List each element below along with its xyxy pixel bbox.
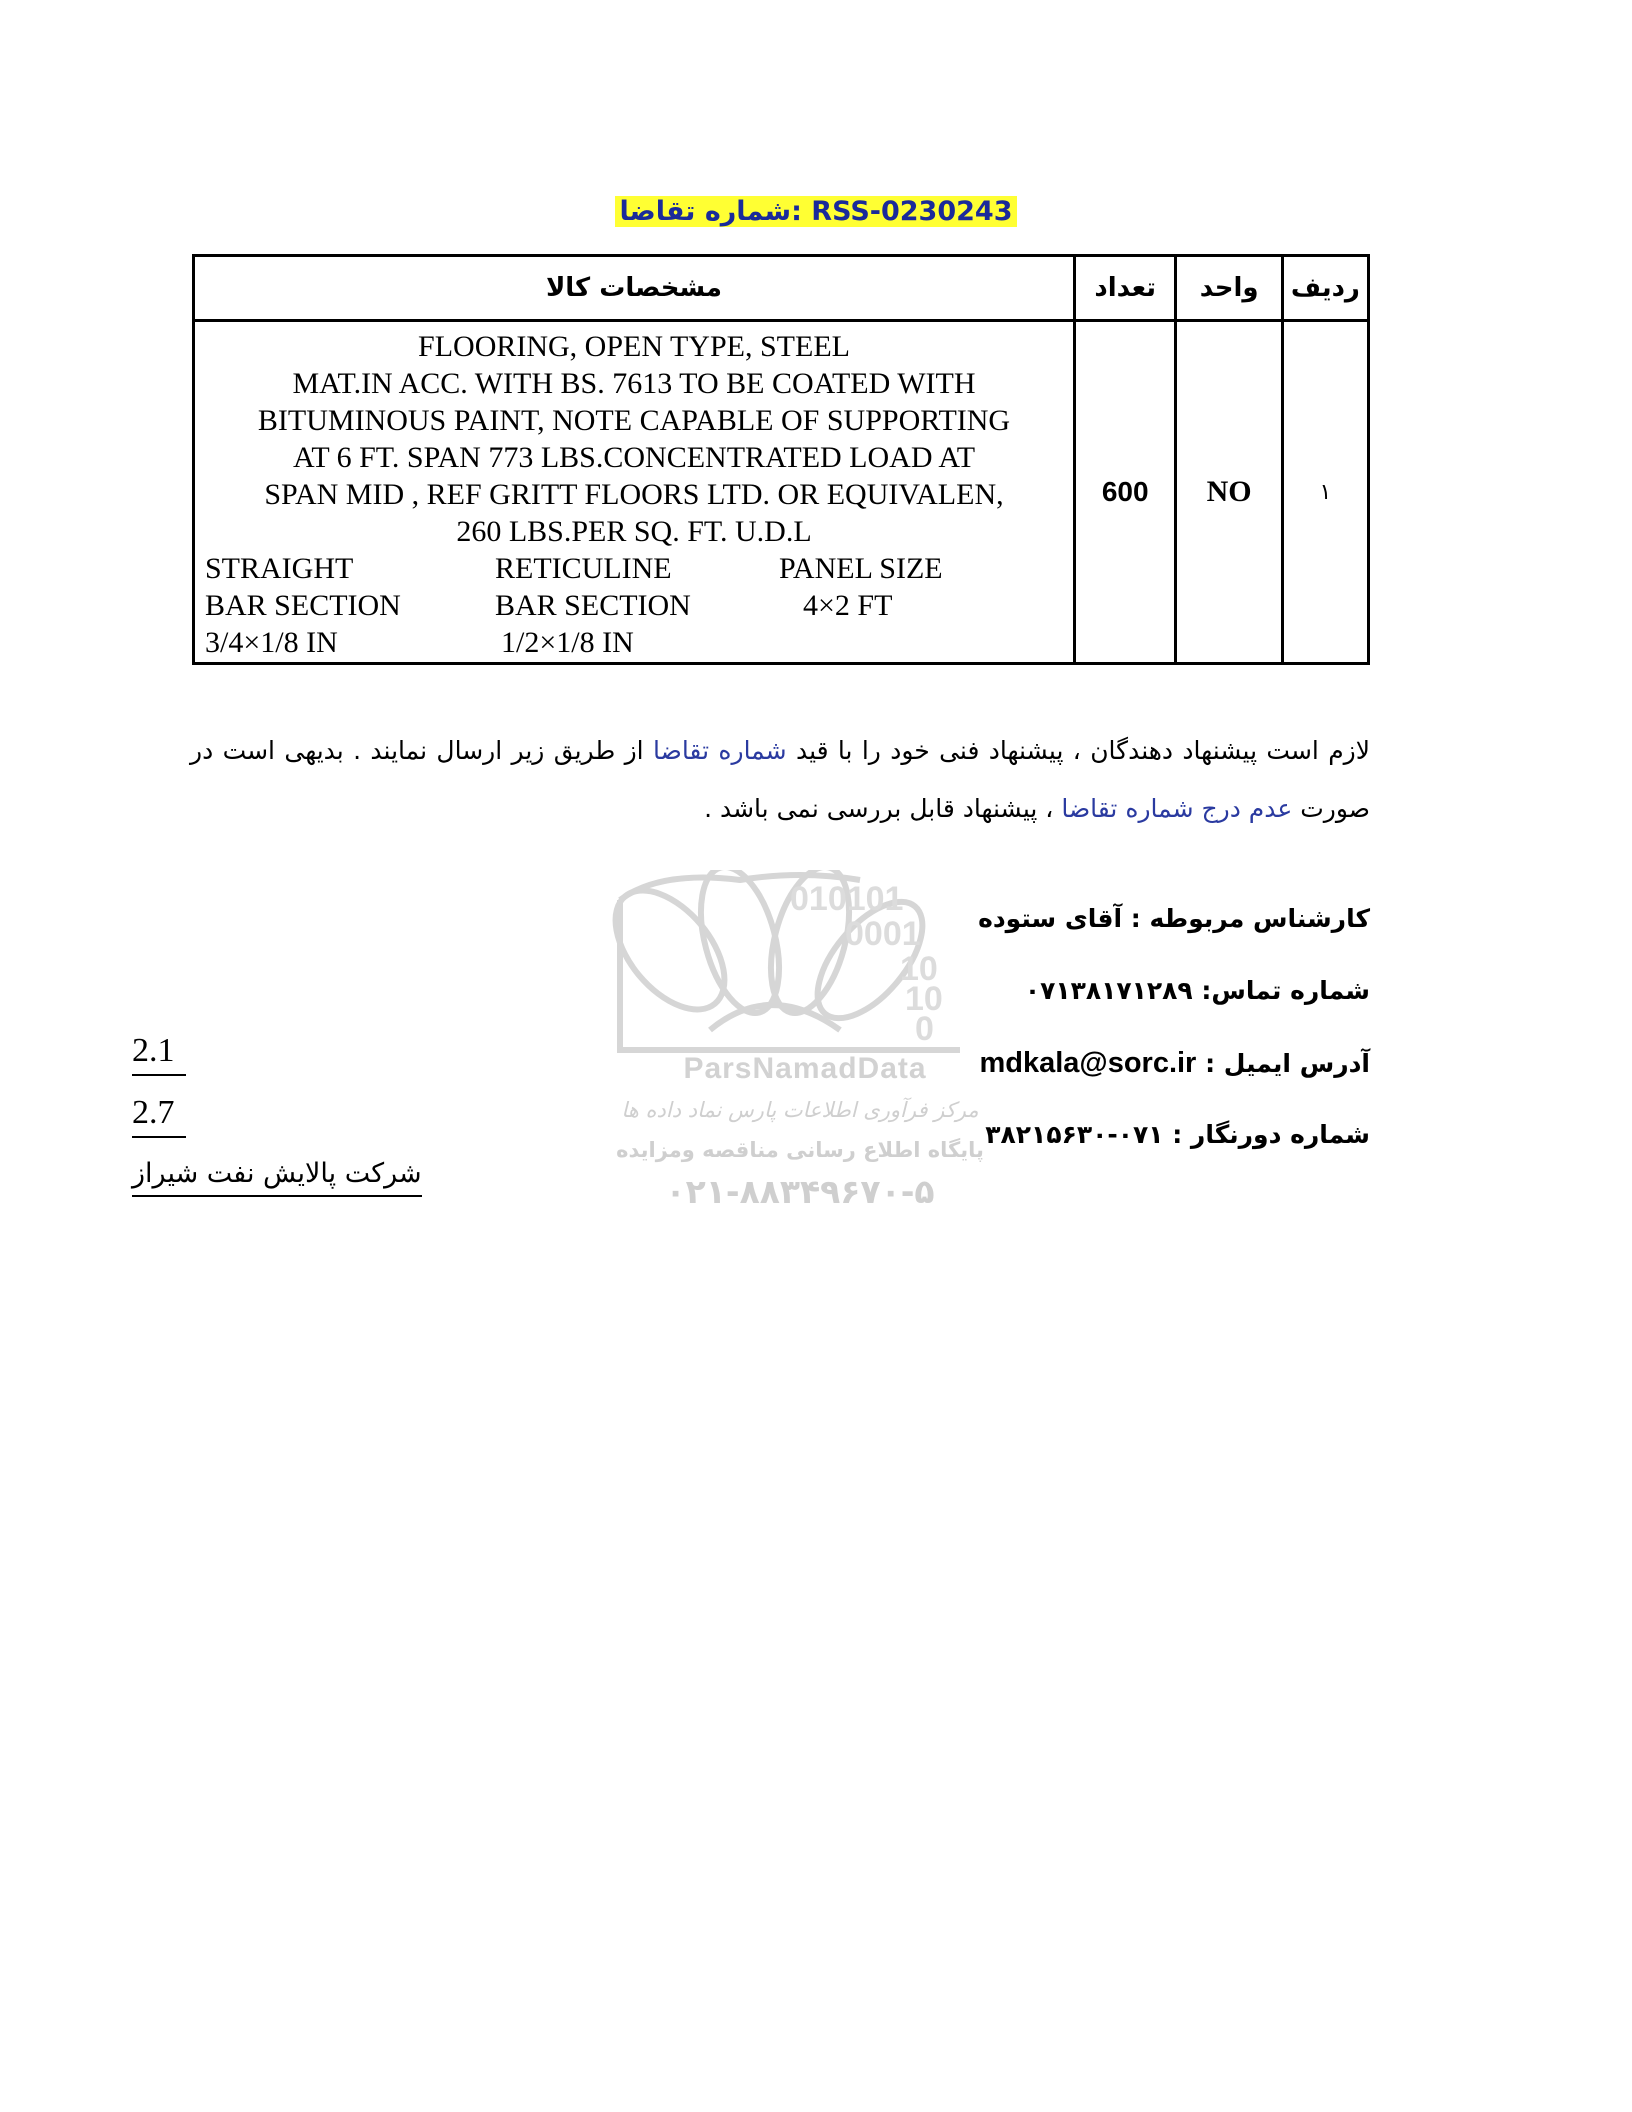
cell-row-number: ۱ — [1282, 321, 1368, 664]
spec-reticuline-section: BAR SECTION — [495, 588, 691, 622]
side-number-2: 2.7 — [132, 1094, 186, 1138]
description-line: SPAN MID , REF GRITT FLOORS LTD. OR EQUIVALEN, — [264, 477, 1004, 511]
watermark-binary: 10 — [905, 980, 943, 1018]
description-line: AT 6 FT. SPAN 773 LBS.CONCENTRATED LOAD AT — [292, 440, 976, 474]
watermark-line1: مرکز فرآوری اطلاعات پارس نماد داده ها — [621, 1098, 979, 1122]
watermark-phone: ۰۲۱-۸۸۳۴۹۶۷۰-۵ — [665, 1172, 935, 1211]
notice-highlight: عدم درج شماره تقاضا — [1061, 794, 1293, 823]
cell-description — [194, 321, 1075, 664]
watermark-logo — [600, 870, 1020, 1220]
table-header-row — [194, 256, 1369, 321]
spec-row — [205, 624, 1063, 661]
notice-text: ، پیشنهاد قابل بررسی نمی باشد . — [704, 794, 1062, 823]
description-line: 260 LBS.PER SQ. FT. U.D.L — [456, 514, 812, 548]
request-number-label: شماره تقاضا: RSS-0230243 — [615, 196, 1016, 227]
fax-label: شماره دورنگار : — [1163, 1120, 1370, 1149]
watermark-brand: ParsNamadData — [683, 1052, 927, 1085]
cell-quantity: 600 — [1075, 321, 1176, 664]
header-unit: واحد — [1176, 256, 1282, 321]
watermark-binary: 010101 — [790, 880, 904, 918]
spec-reticuline-dims: 1/2×1/8 IN — [501, 625, 634, 659]
fax-value: ۰۷۱-۳۸۲۱۵۶۳۰ — [985, 1120, 1164, 1149]
contact-expert — [978, 904, 1370, 933]
email-value: mdkala@sorc.ir — [979, 1047, 1197, 1079]
cell-unit: NO — [1176, 321, 1282, 664]
contact-fax — [985, 1120, 1370, 1149]
watermark-binary: 0001 — [845, 915, 921, 953]
spec-straight-dims: 3/4×1/8 IN — [205, 625, 338, 659]
spec-panel-size: 4×2 FT — [803, 588, 893, 622]
watermark-binary: 10 — [900, 950, 938, 988]
items-table — [192, 254, 1370, 665]
description-line: BITUMINOUS PAINT, NOTE CAPABLE OF SUPPORTING — [257, 403, 1011, 437]
notice-text: لازم است پیشنهاد دهندگان ، پیشنهاد فنی خود را با قید — [786, 736, 1371, 765]
spec-straight-section: BAR SECTION — [205, 588, 401, 622]
spec-row — [205, 587, 1063, 624]
header-quantity: تعداد — [1075, 256, 1176, 321]
contact-phone — [1025, 976, 1370, 1005]
header-description: مشخصات کالا — [194, 256, 1075, 321]
description-line: MAT.IN ACC. WITH BS. 7613 TO BE COATED WITH — [292, 366, 976, 400]
contact-email — [979, 1047, 1370, 1080]
side-number-1: 2.1 — [132, 1032, 186, 1076]
expert-label: کارشناس مربوطه : — [1122, 904, 1370, 933]
notice-paragraph — [190, 722, 1370, 838]
phone-label: شماره تماس: — [1192, 976, 1370, 1005]
notice-highlight: شماره تقاضا — [652, 736, 787, 765]
spec-reticuline-title: RETICULINE — [495, 551, 672, 585]
watermark-line2: پایگاه اطلاع رسانی مناقصه ومزایده — [616, 1138, 984, 1162]
request-number-title — [0, 196, 1632, 227]
email-label: آدرس ایمیل : — [1196, 1049, 1370, 1078]
notice-text: از طریق زیر ارسال نمایند . بدیهی است در صورت — [190, 736, 1370, 823]
expert-name: آقای ستوده — [978, 904, 1123, 933]
phone-value: ۰۷۱۳۸۱۷۱۲۸۹ — [1024, 976, 1193, 1005]
header-row-number: ردیف — [1282, 256, 1368, 321]
description-line: FLOORING, OPEN TYPE, STEEL — [418, 329, 850, 363]
company-name: شرکت پالایش نفت شیراز — [132, 1158, 422, 1197]
watermark-binary: 0 — [915, 1010, 934, 1048]
spec-straight-title: STRAIGHT — [205, 551, 354, 585]
table-row — [194, 321, 1369, 664]
spec-panel-title: PANEL SIZE — [779, 551, 943, 585]
spec-row — [205, 550, 1063, 587]
